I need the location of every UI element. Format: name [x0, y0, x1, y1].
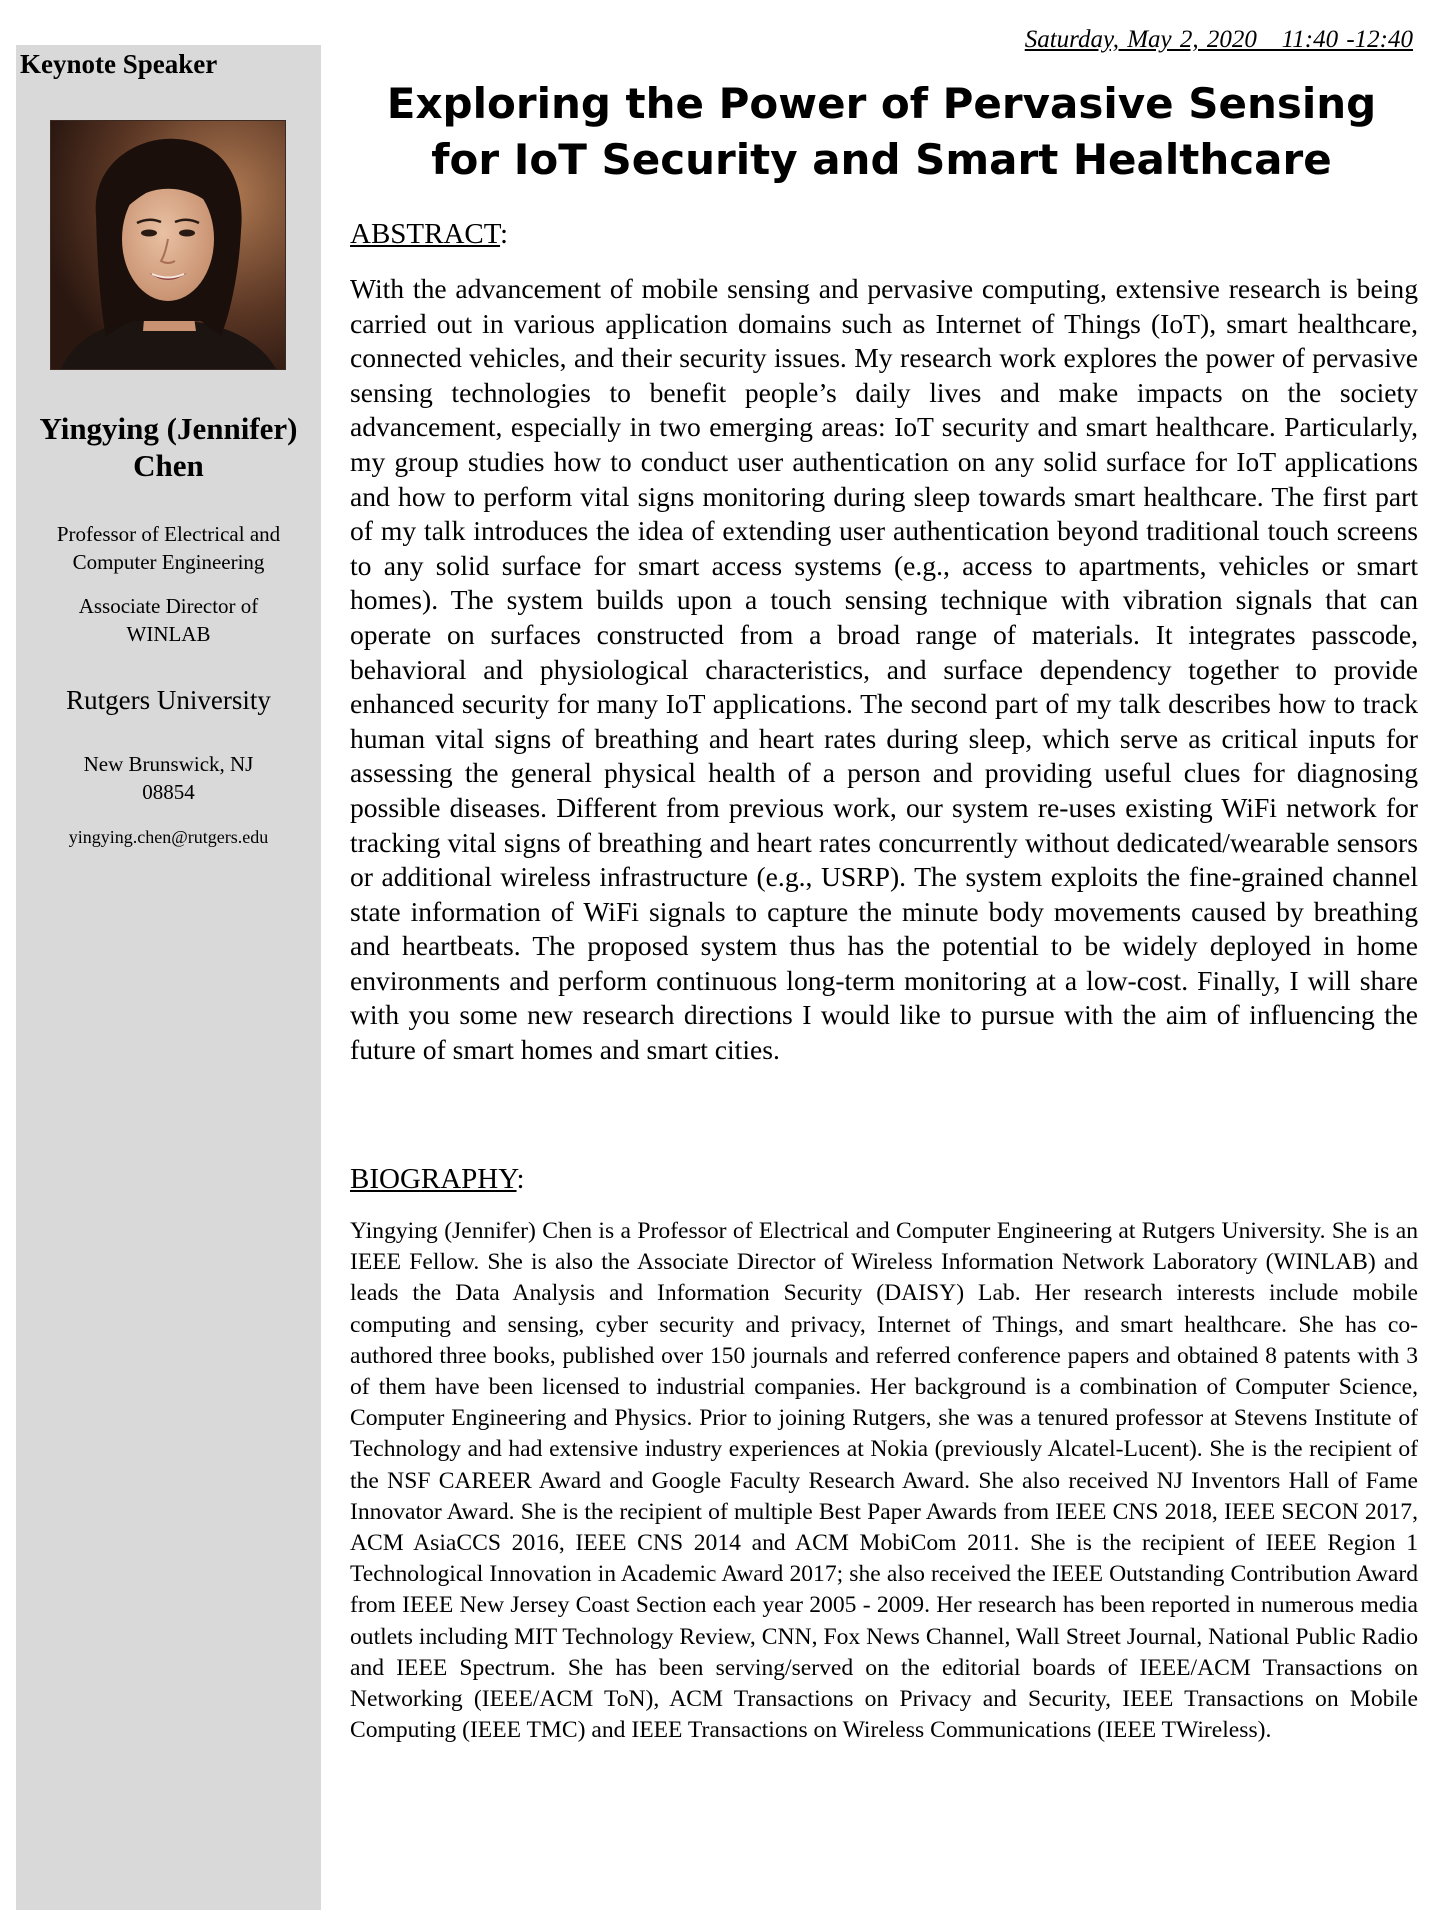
abstract-heading-colon: :: [500, 218, 509, 250]
role2-line2: WINLAB: [126, 622, 211, 646]
speaker-university: Rutgers University: [66, 685, 271, 715]
biography-heading-text: BIOGRAPHY: [350, 1163, 517, 1195]
speaker-photo: [50, 120, 286, 370]
speaker-title-professor: [16, 520, 321, 576]
talk-title-line1: Exploring the Power of Pervasive Sensing: [386, 79, 1377, 128]
role2-line1: Associate Director of: [78, 594, 259, 618]
speaker-email[interactable]: yingying.chen@rutgers.edu: [68, 827, 269, 847]
address-line2: 08854: [142, 780, 195, 804]
role1-line2: Computer Engineering: [72, 550, 265, 574]
keynote-speaker-label: Keynote Speaker: [20, 49, 218, 79]
speaker-title-director: [16, 592, 321, 648]
speaker-address: [16, 750, 321, 806]
speaker-name-line1: Yingying (Jennifer): [39, 411, 298, 446]
biography-heading-colon: :: [516, 1163, 525, 1195]
speaker-name-line2: Chen: [133, 448, 204, 483]
biography-heading: [350, 1163, 525, 1196]
address-line1: New Brunswick, NJ: [83, 752, 254, 776]
talk-title-line2: for IoT Security and Smart Healthcare: [431, 135, 1332, 184]
role1-line1: Professor of Electrical and: [56, 522, 281, 546]
speaker-sidebar: [16, 45, 321, 1910]
abstract-text: With the advancement of mobile sensing and pervasive computing, extensive research is being carried out in various application domains such as Internet of Things (IoT), smart healthcare, connected vehicles, and their security issues. My research work explores the power of pervasive sensing technologies to benefit people’s daily lives and make impacts on the society advancement, especially in two emerging areas: IoT security and smart healthcare. Particularly, my group studies how to conduct user authentication on any solid surface for IoT applications and how to perform vital signs monitoring during sleep towards smart healthcare. The first part of my talk introduces the idea of extending user authentication beyond traditional touch screens to any solid surface for smart access systems (e.g., access to apartments, vehicles or smart homes). The system builds upon a touch sensing technique with vibration signals that can operate on surfaces constructed from a broad range of materials. It integrates passcode, behavioral and physiological characteristics, and surface dependency together to provide enhanced security for many IoT applications. The second part of my talk describes how to track human vital signs of breathing and heart rates during sleep, which serve as critical inputs for assessing the general physical health of a person and providing useful clues for diagnosing possible diseases. Different from previous work, our system re-uses existing WiFi network for tracking vital signs of breathing and heart rates concurrently without dedicated/wearable sensors or additional wireless infrastructure (e.g., USRP). The system exploits the fine-grained channel state information of WiFi signals to capture the minute body movements caused by breathing and heartbeats. The proposed system thus has the potential to be widely deployed in home environments and perform continuous long-term monitoring at a low-cost. Finally, I will share with you some new research directions I would like to pursue with the aim of influencing the future of smart homes and smart cities.: [350, 273, 1418, 1066]
session-date-time: Saturday, May 2, 2020 11:40 -12:40: [1024, 26, 1413, 53]
biography-text: Yingying (Jennifer) Chen is a Professor of Electrical and Computer Engineering at Rutgers University. She is an IEEE Fellow. She is also the Associate Director of Wireless Information Network Laboratory (WINLAB) and leads the Data Analysis and Information Security (DAISY) Lab. Her research interests include mobile computing and sensing, cyber security and privacy, Internet of Things, and smart healthcare. She has co-authored three books, published over 150 journals and referred conference papers and obtained 8 patents with 3 of them have been licensed to industrial companies. Her background is a combination of Computer Science, Computer Engineering and Physics. Prior to joining Rutgers, she was a tenured professor at Stevens Institute of Technology and had extensive industry experiences at Nokia (previously Alcatel-Lucent). She is the recipient of the NSF CAREER Award and Google Faculty Research Award. She also received NJ Inventors Hall of Fame Innovator Award. She is the recipient of multiple Best Paper Awards from IEEE CNS 2018, IEEE SECON 2017, ACM AsiaCCS 2016, IEEE CNS 2014 and ACM MobiCom 2011. She is the recipient of IEEE Region 1 Technological Innovation in Academic Award 2017; she also received the IEEE Outstanding Contribution Award from IEEE New Jersey Coast Section each year 2005 - 2009. Her research has been reported in numerous media outlets including MIT Technology Review, CNN, Fox News Channel, Wall Street Journal, National Public Radio and IEEE Spectrum. She has been serving/served on the editorial boards of IEEE/ACM Transactions on Networking (IEEE/ACM ToN), ACM Transactions on Privacy and Security, IEEE Transactions on Mobile Computing (IEEE TMC) and IEEE Transactions on Wireless Communications (IEEE TWireless).: [350, 1218, 1418, 1744]
talk-title: [330, 76, 1433, 188]
speaker-name: [16, 410, 321, 484]
abstract-heading-text: ABSTRACT: [350, 218, 501, 250]
abstract-heading: [350, 218, 508, 251]
